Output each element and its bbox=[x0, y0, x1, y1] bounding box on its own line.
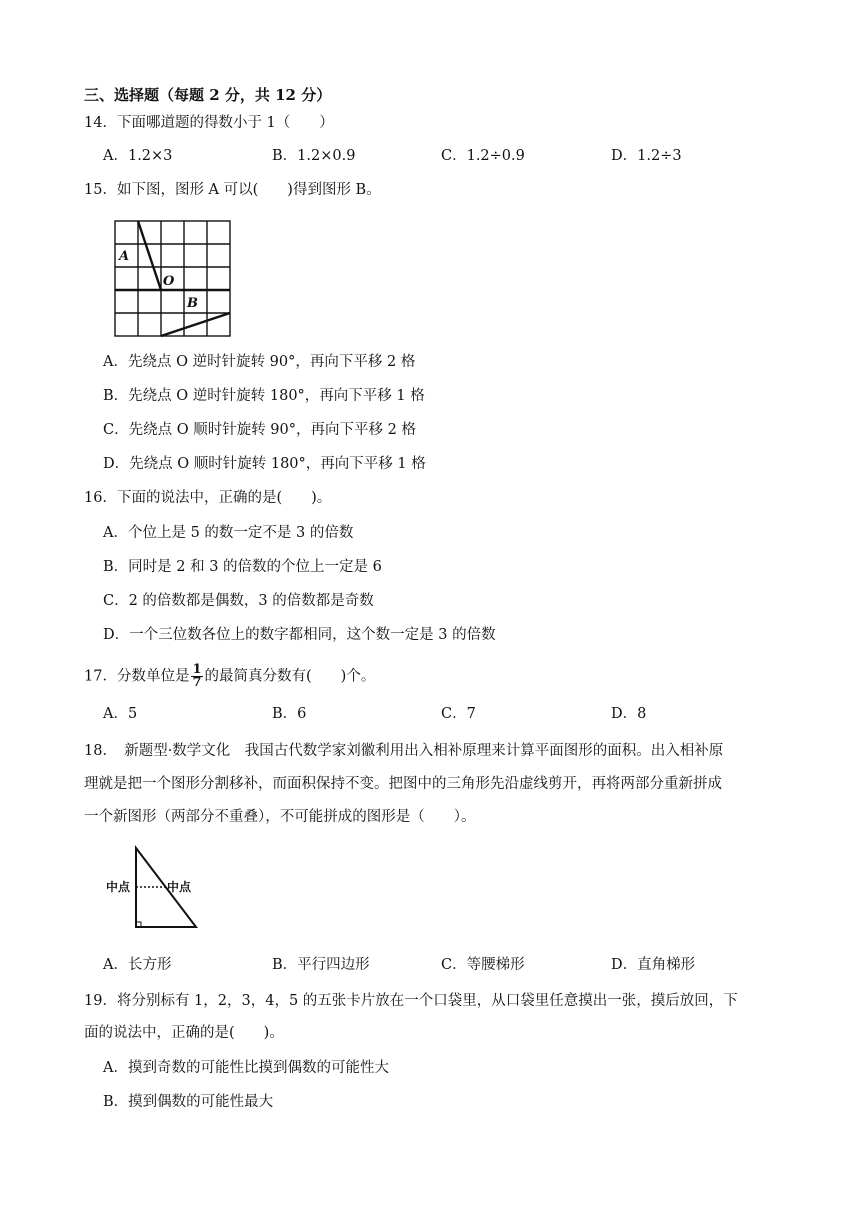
question-18-line-2: 理就是把一个图形分割移补，而面积保持不变。把图中的三角形先沿虚线剪开，再将两部分重新拼成 bbox=[84, 776, 722, 792]
question-19-line-2: 面的说法中，正确的是( )。 bbox=[84, 1025, 284, 1041]
question-14-option-d: D．1.2÷3 bbox=[611, 148, 682, 164]
question-15-option-b: B．先绕点 O 逆时针旋转 180°，再向下平移 1 格 bbox=[103, 388, 425, 404]
question-17-stem-after: 的最简真分数有( )个。 bbox=[204, 668, 376, 685]
question-17-option-a: A．5 bbox=[103, 706, 138, 722]
section-heading: 三、选择题（每题 2 分，共 12 分） bbox=[84, 86, 332, 104]
midpoint-label-left: 中点 bbox=[106, 880, 131, 894]
question-17-stem bbox=[84, 664, 375, 689]
question-19-option-b: B．摸到偶数的可能性最大 bbox=[103, 1094, 274, 1110]
rotation-grid-figure bbox=[110, 216, 236, 340]
fraction-denominator: 7 bbox=[192, 675, 202, 690]
figure-label-a: A bbox=[119, 249, 130, 264]
question-16-stem: 16．下面的说法中，正确的是( )。 bbox=[84, 490, 332, 506]
question-18-line-3: 一个新图形（两部分不重叠），不可能拼成的图形是（ ）。 bbox=[84, 809, 476, 825]
question-18-option-c: C．等腰梯形 bbox=[441, 957, 525, 973]
question-17-option-b: B．6 bbox=[272, 706, 307, 722]
question-16-option-d: D．一个三位数各位上的数字都相同，这个数一定是 3 的倍数 bbox=[103, 627, 496, 643]
question-16-option-b: B．同时是 2 和 3 的倍数的个位上一定是 6 bbox=[103, 559, 382, 575]
question-17-stem-before: 17．分数单位是 bbox=[84, 668, 190, 685]
question-15-option-c: C．先绕点 O 顺时针旋转 90°，再向下平移 2 格 bbox=[103, 422, 416, 438]
midpoint-label-right: 中点 bbox=[167, 880, 192, 894]
question-15-option-a: A．先绕点 O 逆时针旋转 90°，再向下平移 2 格 bbox=[103, 354, 416, 370]
fraction-numerator: 1 bbox=[192, 662, 202, 677]
figure-label-b: B bbox=[187, 296, 198, 311]
question-18-option-b: B．平行四边形 bbox=[272, 957, 370, 973]
fraction-one-seventh bbox=[191, 664, 202, 689]
question-16-option-c: C．2 的倍数都是偶数，3 的倍数都是奇数 bbox=[103, 593, 374, 609]
question-14-option-b: B．1.2×0.9 bbox=[272, 148, 356, 164]
question-19-option-a: A．摸到奇数的可能性比摸到偶数的可能性大 bbox=[103, 1060, 389, 1076]
question-18-option-d: D．直角梯形 bbox=[611, 957, 696, 973]
question-15-stem: 15．如下图，图形 A 可以( )得到图形 B。 bbox=[84, 182, 381, 198]
question-16-option-a: A．个位上是 5 的数一定不是 3 的倍数 bbox=[103, 525, 354, 541]
question-14-option-a: A．1.2×3 bbox=[103, 148, 173, 164]
question-14-option-c: C．1.2÷0.9 bbox=[441, 148, 525, 164]
question-19-line-1: 19．将分别标有 1，2，3，4，5 的五张卡片放在一个口袋里，从口袋里任意摸出一张，摸后放回，下 bbox=[84, 993, 738, 1009]
right-triangle-figure bbox=[104, 842, 204, 932]
question-14-stem: 14．下面哪道题的得数小于 1（ ） bbox=[84, 115, 334, 131]
question-17-option-d: D．8 bbox=[611, 706, 647, 722]
question-18-option-a: A．长方形 bbox=[103, 957, 172, 973]
question-15-option-d: D．先绕点 O 顺时针旋转 180°，再向下平移 1 格 bbox=[103, 456, 426, 472]
question-17-option-c: C．7 bbox=[441, 706, 476, 722]
figure-label-o: O bbox=[163, 274, 175, 289]
question-18-line-1: 18． 新题型·数学文化 我国古代数学家刘徽利用出入相补原理来计算平面图形的面积。出入相补原 bbox=[84, 743, 724, 759]
